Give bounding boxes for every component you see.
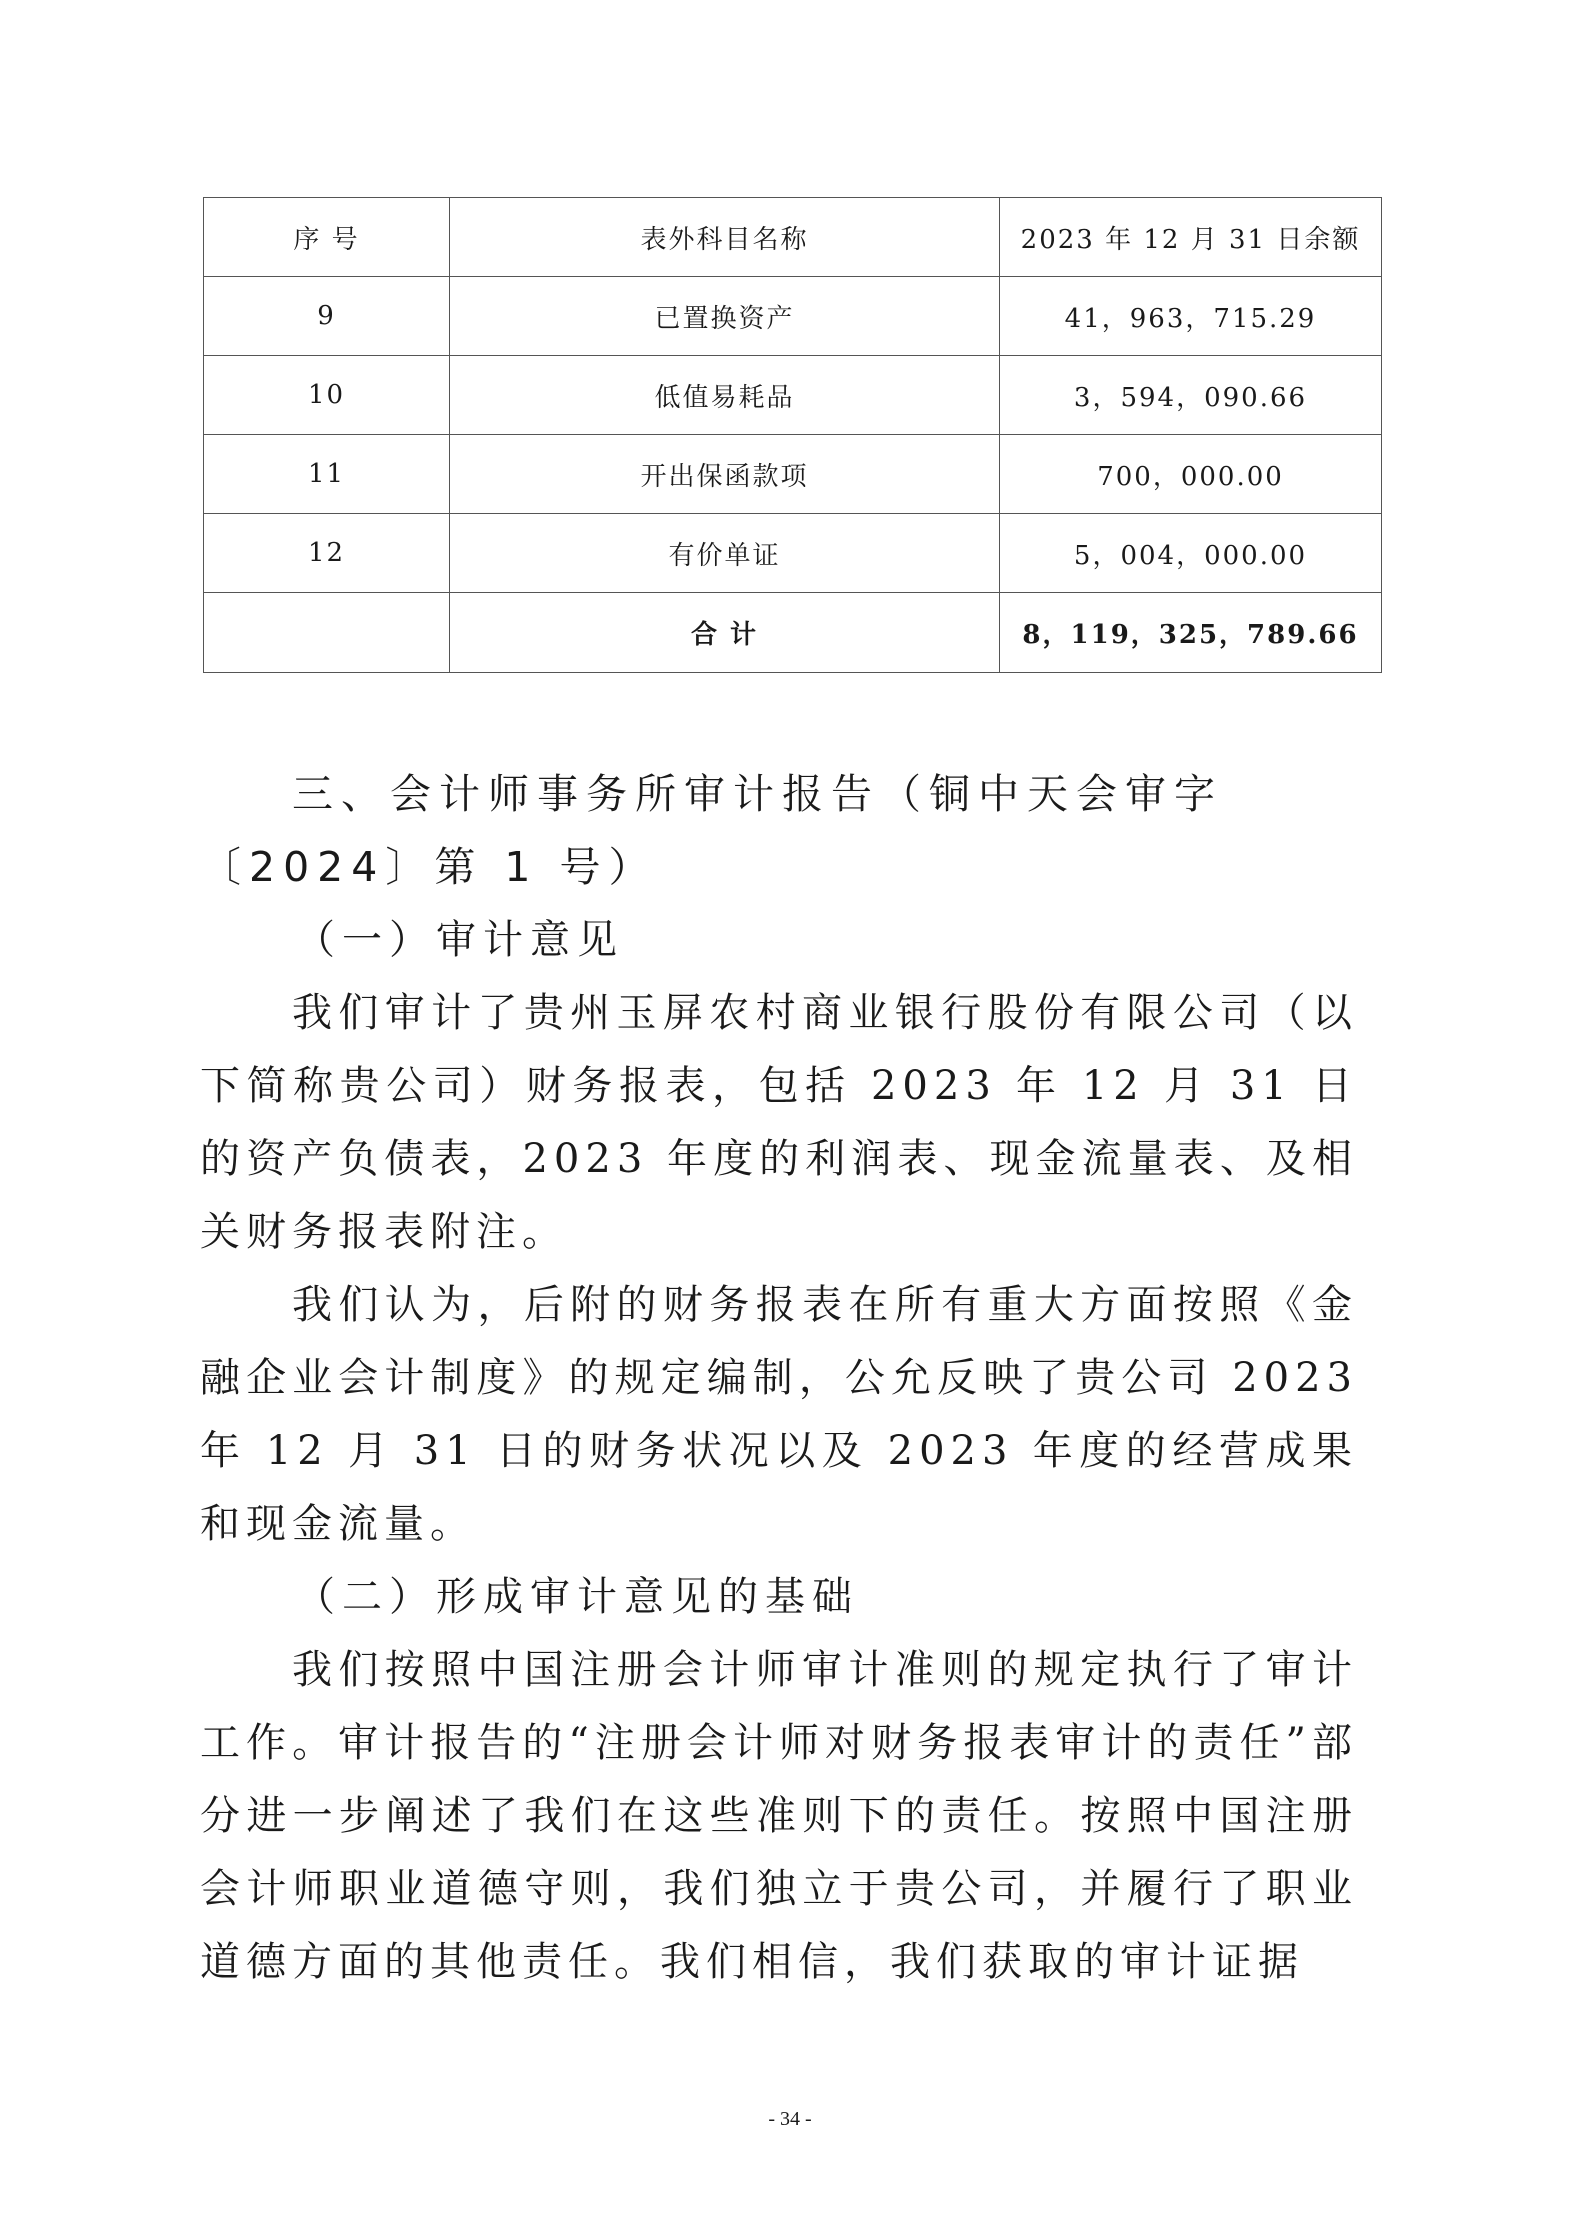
row-item-name: 开出保函款项 — [450, 435, 1000, 514]
off-balance-sheet-table — [203, 197, 1382, 673]
row-item-name: 有价单证 — [450, 514, 1000, 593]
row-balance: 700，000.00 — [1000, 435, 1382, 514]
row-balance: 3，594，090.66 — [1000, 356, 1382, 435]
paragraph: 我们认为，后附的财务报表在所有重大方面按照《金融企业会计制度》的规定编制，公允反映了贵公司 2023 年 12 月 31 日的财务状况以及 2023 年度的经营成果和现金流量。 — [200, 1282, 1358, 1547]
row-balance: 5，004，000.00 — [1000, 514, 1382, 593]
table-total-row — [204, 593, 1382, 673]
row-balance: 41，963，715.29 — [1000, 277, 1382, 356]
header-item-name: 表外科目名称 — [450, 198, 1000, 277]
subsection-heading-opinion-basis: （二）形成审计意见的基础 — [295, 1574, 859, 1620]
table-row — [204, 356, 1382, 435]
paragraph: 我们按照中国注册会计师审计准则的规定执行了审计工作。审计报告的“注册会计师对财务报表审计的责任”部分进一步阐述了我们在这些准则下的责任。按照中国注册会计师职业道德守则，我们独立于贵公司，并履行了职业道德方面的其他责任。我们相信，我们获取的审计证据 — [200, 1647, 1358, 1985]
table-row — [204, 277, 1382, 356]
page-number: - 34 - — [768, 2108, 812, 2130]
total-serial-number — [204, 593, 450, 673]
row-serial-number: 9 — [204, 277, 450, 356]
section-title: 三、会计师事务所审计报告（铜中天会审字〔2024〕第 1 号） — [200, 770, 1223, 891]
paragraph: 我们审计了贵州玉屏农村商业银行股份有限公司（以下简称贵公司）财务报表，包括 2023 年 12 月 31 日的资产负债表，2023 年度的利润表、现金流量表、及相关财务报表附注。 — [200, 990, 1358, 1255]
total-balance: 8，119，325，789.66 — [1000, 593, 1382, 673]
row-serial-number: 10 — [204, 356, 450, 435]
row-item-name: 已置换资产 — [450, 277, 1000, 356]
table-row — [204, 514, 1382, 593]
report-body — [200, 758, 1358, 1999]
row-serial-number: 11 — [204, 435, 450, 514]
total-label: 合 计 — [450, 593, 1000, 673]
table-header-row — [204, 198, 1382, 277]
header-balance: 2023 年 12 月 31 日余额 — [1000, 198, 1382, 277]
header-serial-number: 序 号 — [204, 198, 450, 277]
row-item-name: 低值易耗品 — [450, 356, 1000, 435]
row-serial-number: 12 — [204, 514, 450, 593]
subsection-heading-audit-opinion: （一）审计意见 — [295, 917, 624, 963]
table-row — [204, 435, 1382, 514]
